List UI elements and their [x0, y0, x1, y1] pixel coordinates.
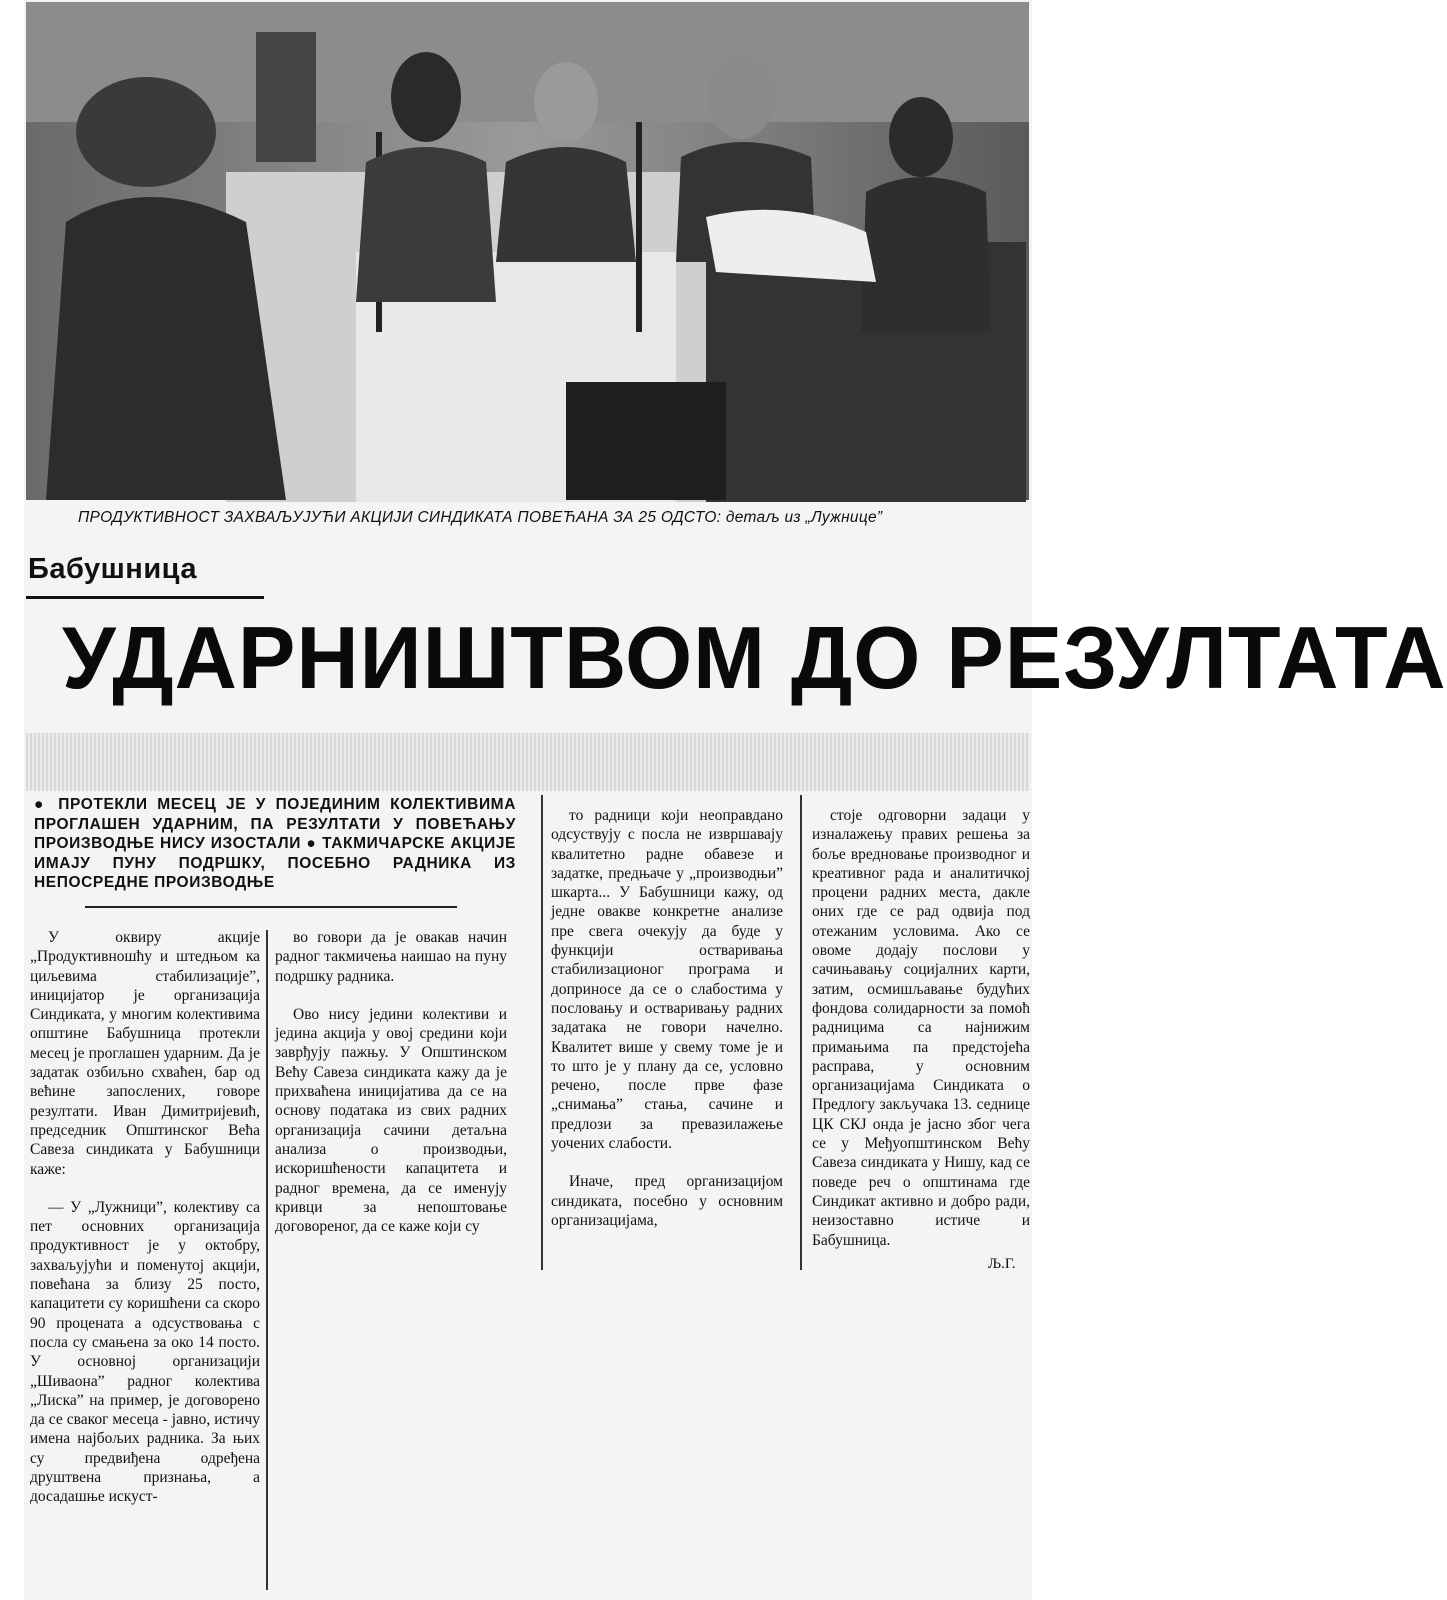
place-name: Бабушница [28, 553, 197, 585]
factory-photo-image [26, 2, 1029, 500]
col3-paragraph-1: то радници који неоправдано одсуствују с посла не извршавају квалитетно радне обавезе и задатке, предњаче у „производњи” шкарта... У Бабушници кажу, од једне овакве конкретне анализе пре свега очекују да буде у функцији остваривања стабилизационог програма и доприносе да се о слабостима у пословању и остваривању радних задатака не говори начелно. Квалитет више у свему томе је и то што је у плану да се, условно речено, после прве фазе „снимања” стања, сачине и предлози за превазилажење уочених слабости. [551, 807, 783, 1153]
col4-paragraph-1: стоје одговорни задаци у изналажењу правих решења за боље вредновање производног и креативног рада и аналитичкој процени радних места, дакле оних где се рад одвија под отежаним условима. Ако се овоме додају послови у сачињавању социјалних карти, затим, осмишљавање будућих фондова солидарности за помоћ радницима са најнижим примањима па предстојећа расправа, у основним организацијама Синдиката о Предлогу закључака 13. седнице ЦК СКЈ онда је јасно због чега се у Међуопштинском Већу Савеза синдиката у Нишу, кад се поведе реч о општинама где Синдикат активно и добро ради, неизоставно истиче и Бабушница. [812, 807, 1030, 1249]
article-column-3 [551, 806, 783, 1230]
lead-divider [85, 906, 457, 908]
col1-paragraph-2: — У „Лужници”, колективу са пет основних организација продуктивност је у октобру, захваљујући и поменутој акцији, повећана за близу 25 посто, капацитети су коришћени са скоро 90 процената а одсуствовања с посла су смањена за око 14 посто. У основној организацији „Шиваона” радног колектива „Лиска” на пример, је договорено да се сваког месеца - јавно, истичу имена најбољих радника. За њих су предвиђена одређена друштвена признања, а досадашње искуст- [30, 1198, 260, 1506]
col2-paragraph-1: во говори да је овакав начин радног такмичења наишао на пуну подршку радника. [275, 929, 507, 985]
article-column-1 [30, 928, 260, 1507]
lead-text: ● ПРОТЕКЛИ МЕСЕЦ ЈЕ У ПОЈЕДИНИМ КОЛЕКТИВИМА ПРОГЛАШЕН УДАРНИМ, ПА РЕЗУЛТАТИ У ПОВЕЋАЊУ ПРОИЗВОДЊЕ НИСУ ИЗОСТАЛИ ● ТАКМИЧАРСКЕ АКЦИЈЕ ИМАЈУ ПУНУ ПОДРШКУ, ПОСЕБНО РАДНИКА ИЗ НЕПОСРЕДНЕ ПРОИЗВОДЊЕ [34, 796, 516, 891]
column-divider-3 [800, 795, 802, 1270]
place-underline [26, 596, 264, 599]
col1-paragraph-1: У оквиру акције „Продуктивношћу и штедњом ка циљевима стабилизације”, иницијатор је организација Синдиката, у многим колективима општине Бабушница протекли месец је проглашен ударним. Да је задатак озбиљно схваћен, бар од већине запослених, говоре резултати. Иван Димитријевић, председник Општинског Већа Савеза синдиката у Бабушници каже: [30, 929, 260, 1178]
col3-paragraph-2: Иначе, пред организацијом синдиката, посебно у основним организацијама, [551, 1173, 783, 1229]
column-divider-2 [541, 795, 543, 1270]
article-column-4 [812, 806, 1030, 1250]
halftone-band [26, 733, 1030, 791]
article-column-2 [275, 928, 507, 1236]
photo-caption: ПРОДУКТИВНОСТ ЗАХВАЉУЈУЋИ АКЦИЈИ СИНДИКАТА ПОВЕЋАНА ЗА 25 ОДСТО: детаљ из „Лужнице” [78, 509, 883, 526]
headline: УДАРНИШТВОМ ДО РЕЗУЛТАТА [62, 608, 1447, 707]
column-divider-1 [266, 930, 268, 1590]
lead-summary [34, 795, 516, 893]
col2-paragraph-2: Ово нису једини колективи и једина акција у овој средини који заврђују пажњу. У Општинском Већу Савеза синдиката кажу да је прихваћена иницијатива да се на основу података из свих радних организација сачини детаљна анализа о производњи, искоришћености капацитета и радног времена, да се именују кривци за непоштовање договореног, да се каже који су [275, 1005, 507, 1236]
author-signature: Љ.Г. [988, 1256, 1016, 1272]
factory-photo [26, 2, 1029, 500]
